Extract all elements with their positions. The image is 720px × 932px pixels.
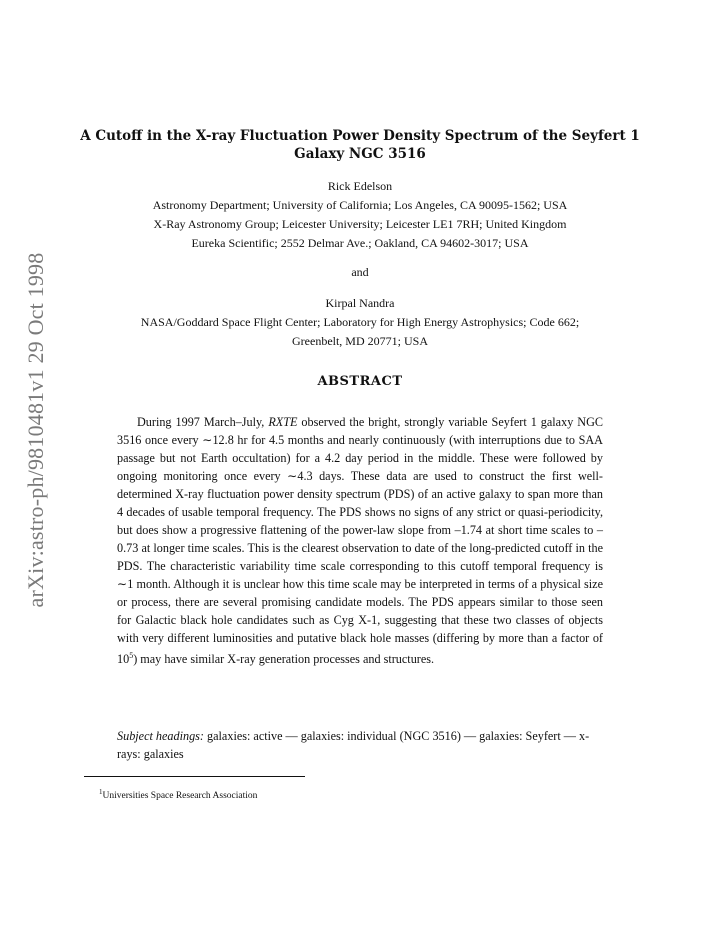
exponent: 5 xyxy=(129,651,134,660)
footnote-text: Universities Space Research Association xyxy=(102,791,258,802)
affiliation: NASA/Goddard Space Flight Center; Laboratory for High Energy Astrophysics; Code 662; xyxy=(140,315,580,329)
abstract-text: ) may have similar X-ray generation processes and structures. xyxy=(133,652,435,667)
abstract-body xyxy=(117,413,603,668)
author-name: Kirpal Nandra xyxy=(325,296,395,310)
title-line-2: Galaxy NGC 3516 xyxy=(294,146,426,162)
affiliation: X-Ray Astronomy Group; Leicester University; Leicester LE1 7RH; United Kingdom xyxy=(153,217,567,231)
affiliation: Greenbelt, MD 20771; USA xyxy=(292,334,428,348)
abstract-text: During 1997 March–July, xyxy=(137,415,269,429)
title-line-1: A Cutoff in the X-ray Fluctuation Power Density Spectrum of the Seyfert 1 xyxy=(80,128,640,144)
author-block-1 xyxy=(80,177,640,253)
author-name: Rick Edelson xyxy=(327,179,393,193)
footnote-mark: 1 xyxy=(99,788,103,796)
abstract-heading: ABSTRACT xyxy=(317,374,403,389)
paper-title xyxy=(80,127,640,163)
subject-headings xyxy=(117,727,603,763)
footnote-rule xyxy=(84,776,305,777)
author-block-2 xyxy=(80,294,640,351)
affiliation: Eureka Scientific; 2552 Delmar Ave.; Oakland, CA 94602-3017; USA xyxy=(191,236,529,250)
subject-headings-label: Subject headings: xyxy=(117,729,204,743)
author-conjunction: and xyxy=(351,265,369,279)
arxiv-identifier: arXiv:astro-ph/9810481v1 29 Oct 1998 xyxy=(23,252,48,608)
subject-headings-text: galaxies: active — galaxies: individual (NGC 3516) — galaxies: Seyfert — x-rays: galaxies xyxy=(117,729,590,761)
mission-name: RXTE xyxy=(268,415,298,429)
abstract-text: observed the bright, strongly variable Seyfert 1 galaxy NGC 3516 once every ∼12.8 hr for 4.5 months and nearly continuously (with interruptions due to SAA passage but not Earth occultation) for a 4.2 day period in the middle. These were followed by ongoing monitoring once every ∼4.3 days. These data are used to construct the first well-determined X-ray fluctuation power density spectrum (PDS) of an active galaxy to span more than 4 decades of usable temporal frequency. The PDS shows no signs of any strict or quasi-periodicity, but does show a progressive flattening of the power-law slope from –1.74 at short time scales to –0.73 at longer time scales. This is the clearest observation to date of the long-predicted cutoff in the PDS. The characteristic variability time scale corresponding to this cutoff temporal frequency is ∼1 month. Although it is unclear how this time scale may be interpreted in terms of a physical size or process, there are several promising candidate models. The PDS appears similar to those seen for Galactic black hole candidates such as Cyg X-1, suggesting that these two classes of objects with very different luminosities and putative black hole masses (differing by more than a factor of 10 xyxy=(117,415,603,667)
affiliation: Astronomy Department; University of California; Los Angeles, CA 90095-1562; USA xyxy=(152,198,568,212)
footnote xyxy=(99,788,257,801)
